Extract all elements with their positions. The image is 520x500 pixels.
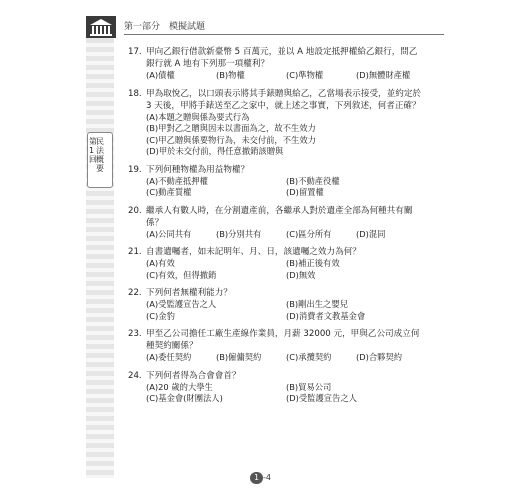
option: (C)有效，但得撤銷	[146, 269, 217, 280]
question-number: 23.	[128, 329, 142, 339]
chapter-label: 民法概要	[96, 137, 104, 173]
option: (A)公同共有	[146, 228, 192, 239]
option: (B)貿易公司	[286, 381, 332, 392]
building-icon	[86, 14, 116, 38]
option: (A)受監護宣告之人	[146, 299, 217, 309]
option: (B)僱傭契約	[216, 352, 262, 362]
sidebar-strip	[86, 38, 114, 478]
question-item	[128, 370, 426, 405]
question-text: 自書遺囑者，如未記明年、月、日，該遺囑之效力為何？	[146, 247, 361, 257]
question-text: 甲為取悅乙，以口頭表示將其手錶贈與給乙，乙當場表示接受，並約定於 3 天後，甲將手錶送至乙之家中，就上述之事實，下列敘述，何者正確？	[146, 88, 422, 111]
question-item	[128, 46, 426, 82]
option: (C)基金會(財團法人)	[146, 393, 223, 403]
option: (B)剛出生之嬰兒	[286, 299, 348, 309]
question-number: 18.	[128, 88, 142, 99]
option: (A)委任契約	[146, 352, 192, 362]
page-header	[86, 14, 446, 38]
header-divider	[124, 34, 444, 35]
option: (B)不動產役權	[286, 175, 340, 186]
option: (D)無效	[286, 269, 316, 280]
page-number: -4	[263, 473, 271, 482]
question-text: 下列何者得為合會會首？	[146, 370, 241, 381]
option: (A)債權	[146, 70, 175, 80]
question-item	[128, 205, 426, 241]
option: (C)區分所有	[286, 228, 332, 239]
question-number: 22.	[128, 288, 142, 298]
chapter-tab	[87, 132, 113, 188]
option: (D)混同	[356, 228, 386, 239]
option: (A)有效	[146, 258, 175, 268]
option: (B)補正後有效	[286, 258, 340, 268]
question-number: 24.	[128, 370, 142, 381]
question-item	[128, 246, 426, 281]
option: (D)合夥契約	[356, 352, 403, 362]
option: (A)20 歲的大學生	[146, 381, 213, 392]
question-item	[128, 328, 426, 364]
question-text: 甲至乙公司擔任工廠生產線作業員，月薪 32000 元，甲與乙公司成立何種契約關係？	[146, 329, 420, 351]
option: (D)無體財產權	[356, 70, 411, 80]
question-text: 下列何種物權為用益物權？	[146, 164, 250, 175]
option: (A)本題之贈與係為要式行為	[146, 111, 250, 122]
option: (D)留置權	[286, 187, 324, 197]
question-text: 甲向乙銀行借款新臺幣 5 百萬元，並以 A 地設定抵押權給乙銀行，問乙銀行就 A 地有下列那一項權利？	[146, 47, 418, 69]
page-badge-icon: 1	[250, 472, 263, 484]
question-number: 19.	[128, 164, 142, 175]
option: (C)承攬契約	[286, 352, 332, 362]
option: (B)物權	[216, 70, 245, 80]
option: (C)準物權	[286, 70, 324, 80]
option: (C)金豹	[146, 310, 175, 321]
option: (B)分別共有	[216, 228, 262, 239]
header-title: 第一部分 模擬試題	[124, 22, 206, 32]
question-list	[128, 46, 426, 411]
chapter-number: 第1回	[89, 137, 97, 164]
option: (B)甲對乙之贈與因未以書面為之，故不生效力	[146, 123, 316, 133]
option: (C)動產質權	[146, 187, 192, 197]
option: (A)不動產抵押權	[146, 175, 208, 186]
option: (C)甲乙贈與係要物行為，未交付前，不生效力	[146, 134, 316, 145]
question-text: 下列何者無權利能力？	[146, 288, 232, 298]
question-text: 繼承人有數人時，在分割遺產前，各繼承人對於遺產全部為何種共有關係？	[146, 205, 413, 228]
question-item	[128, 164, 426, 199]
option: (D)受監護宣告之人	[286, 393, 357, 403]
question-number: 17.	[128, 47, 142, 57]
question-item	[128, 287, 426, 322]
question-item	[128, 88, 426, 158]
option: (D)消費者文教基金會	[286, 310, 366, 321]
option: (D)甲於未交付前，得任意撤銷該贈與	[146, 146, 284, 156]
question-number: 21.	[128, 247, 142, 257]
question-number: 20.	[128, 205, 142, 216]
